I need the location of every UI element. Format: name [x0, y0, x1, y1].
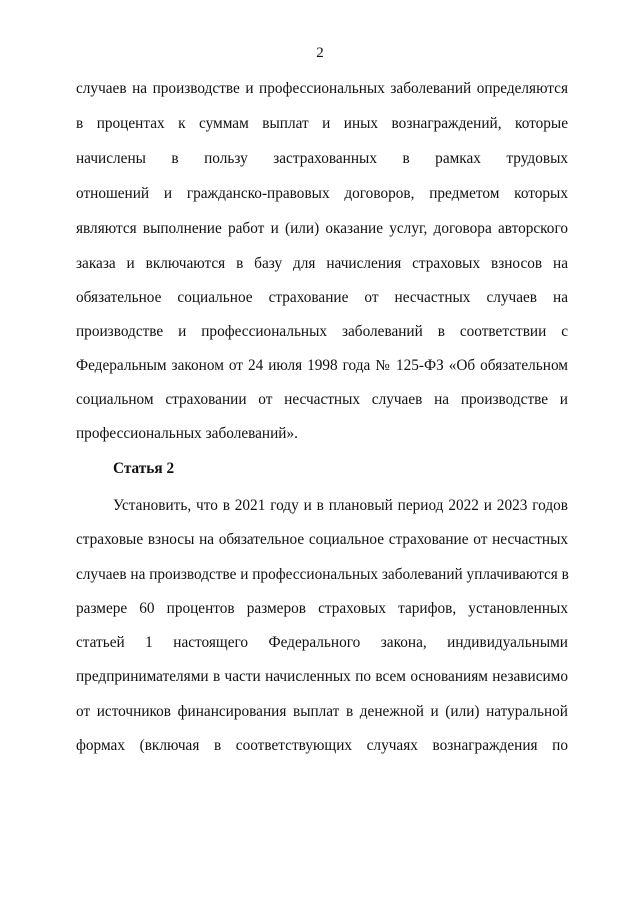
- article-heading: Статья 2: [113, 460, 175, 477]
- page-number: 2: [316, 45, 324, 61]
- text-line: в процентах к суммам выплат и иных вознаграждений, которые: [76, 115, 568, 132]
- text-line: Федеральным законом от 24 июля 1998 года № 125-ФЗ «Об обязательном: [76, 357, 568, 374]
- text-line: отношений и гражданско-правовых договоров, предметом которых: [76, 185, 568, 202]
- text-line: предпринимателями в части начисленных по всем основаниям независимо: [76, 668, 568, 685]
- text-line: от источников финансирования выплат в денежной и (или) натуральной: [76, 703, 568, 720]
- text-line: заказа и включаются в базу для начисления страховых взносов на: [76, 255, 568, 272]
- text-line: размере 60 процентов размеров страховых тарифов, установленных: [76, 600, 568, 617]
- text-line: социальном страховании от несчастных случаев на производстве и: [76, 391, 568, 408]
- text-line: производстве и профессиональных заболеваний в соответствии с: [76, 323, 568, 340]
- text-line: формах (включая в соответствующих случаях вознаграждения по: [76, 737, 568, 754]
- text-line: случаев на производстве и профессиональных заболеваний определяются: [76, 80, 568, 97]
- text-line: обязательное социальное страхование от несчастных случаев на: [76, 289, 568, 306]
- text-line: статьей 1 настоящего Федерального закона, индивидуальными: [76, 634, 568, 651]
- text-line: начислены в пользу застрахованных в рамках трудовых: [76, 150, 568, 167]
- text-line: Установить, что в 2021 году и в плановый период 2022 и 2023 годов: [113, 497, 568, 514]
- text-line: являются выполнение работ и (или) оказание услуг, договора авторского: [76, 220, 568, 237]
- text-line: случаев на производстве и профессиональных заболеваний уплачиваются в: [76, 566, 569, 583]
- text-line: страховые взносы на обязательное социальное страхование от несчастных: [76, 531, 568, 548]
- text-line: профессиональных заболеваний».: [76, 425, 298, 442]
